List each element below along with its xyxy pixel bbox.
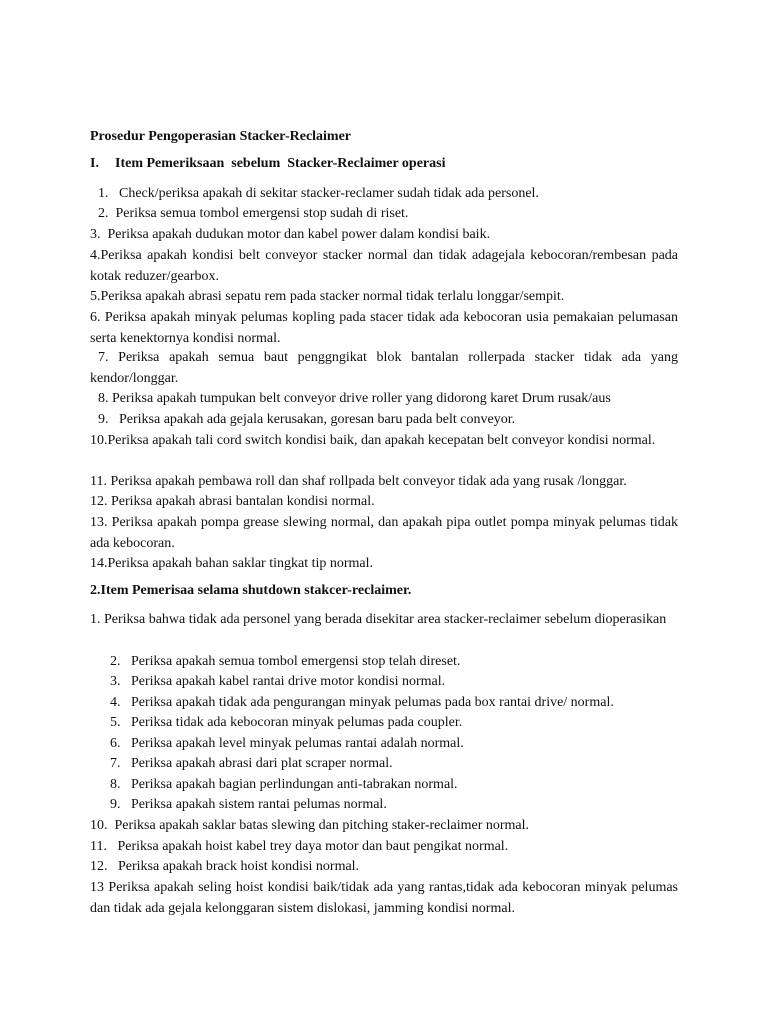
section-2-heading: 2.Item Pemerisaa selama shutdown stakcer-reclaimer. <box>90 583 412 598</box>
section-1-item-10: 10.Periksa apakah tali cord switch kondisi baik, dan apakah kecepatan belt conveyor kondisi normal. <box>90 433 656 448</box>
section-1-item-8: 8. Periksa apakah tumpukan belt conveyor drive roller yang didorong karet Drum rusak/aus <box>98 391 611 406</box>
section-2-item-10: 10. Periksa apakah saklar batas slewing dan pitching staker-reclaimer normal. <box>90 818 530 833</box>
section-1-item-3: 3. Periksa apakah dudukan motor dan kabel power dalam kondisi baik. <box>90 227 491 242</box>
section-2-item-9: 9. Periksa apakah sistem rantai pelumas normal. <box>110 797 387 812</box>
section-2-item-4: 4. Periksa apakah tidak ada pengurangan minyak pelumas pada box rantai drive/ normal. <box>110 695 614 710</box>
section-2-item-11: 11. Periksa apakah hoist kabel trey daya motor dan baut pengikat normal. <box>90 839 509 854</box>
section-1-heading <box>90 154 445 174</box>
section-1-item-7: 7. Periksa apakah semua baut penggngikat blok bantalan rollerpada stacker tidak ada yang kendor/longgar. <box>90 350 678 386</box>
section-2-item-2: 2. Periksa apakah semua tombol emergensi stop telah direset. <box>110 654 461 669</box>
section-1-item-6: 6. Periksa apakah minyak pelumas kopling pada stacer tidak ada kebocoran usia pemakaian pelumasan serta kenektornya kondisi normal. <box>90 310 678 346</box>
section-1-number: I. <box>90 156 99 171</box>
section-2-item-6: 6. Periksa apakah level minyak pelumas rantai adalah normal. <box>110 736 464 751</box>
document-title: Prosedur Pengoperasian Stacker-Reclaimer <box>90 129 352 144</box>
section-2-item-5: 5. Periksa tidak ada kebocoran minyak pelumas pada coupler. <box>110 715 463 730</box>
section-2-item-7: 7. Periksa apakah abrasi dari plat scraper normal. <box>110 756 393 771</box>
section-1-item-5: 5.Periksa apakah abrasi sepatu rem pada stacker normal tidak terlalu longgar/sempit. <box>90 289 565 304</box>
section-1-item-13: 13. Periksa apakah pompa grease slewing normal, dan apakah pipa outlet pompa minyak pelumas tidak ada kebocoran. <box>90 515 678 551</box>
section-2-item-13: 13 Periksa apakah seling hoist kondisi baik/tidak ada yang rantas,tidak ada kebocoran minyak pelumas dan tidak ada gejala kelonggaran sistem dislokasi, jamming kondisi normal. <box>90 880 678 916</box>
section-2-item-12: 12. Periksa apakah brack hoist kondisi normal. <box>90 859 360 874</box>
section-1-item-1: 1. Check/periksa apakah di sekitar stacker-reclamer sudah tidak ada personel. <box>98 186 539 201</box>
section-1-item-14: 14.Periksa apakah bahan saklar tingkat tip normal. <box>90 556 374 571</box>
section-2-item-8: 8. Periksa apakah bagian perlindungan anti-tabrakan normal. <box>110 777 458 792</box>
section-2-item-1: 1. Periksa bahwa tidak ada personel yang berada disekitar area stacker-reclaimer sebelum dioperasikan <box>90 612 667 627</box>
section-1-item-11: 11. Periksa apakah pembawa roll dan shaf rollpada belt conveyor tidak ada yang rusak /longgar. <box>90 474 627 489</box>
section-2-item-3: 3. Periksa apakah kabel rantai drive motor kondisi normal. <box>110 674 446 689</box>
section-1-item-12: 12. Periksa apakah abrasi bantalan kondisi normal. <box>90 494 375 509</box>
section-1-item-4: 4.Periksa apakah kondisi belt conveyor stacker normal dan tidak adagejala kebocoran/rembesan pada kotak reduzer/gearbox. <box>90 248 678 284</box>
section-1-item-2: 2. Periksa semua tombol emergensi stop sudah di riset. <box>98 206 409 221</box>
section-1-title: Item Pemeriksaan sebelum Stacker-Reclaimer operasi <box>115 156 446 171</box>
section-1-item-9: 9. Periksa apakah ada gejala kerusakan, goresan baru pada belt conveyor. <box>98 412 516 427</box>
